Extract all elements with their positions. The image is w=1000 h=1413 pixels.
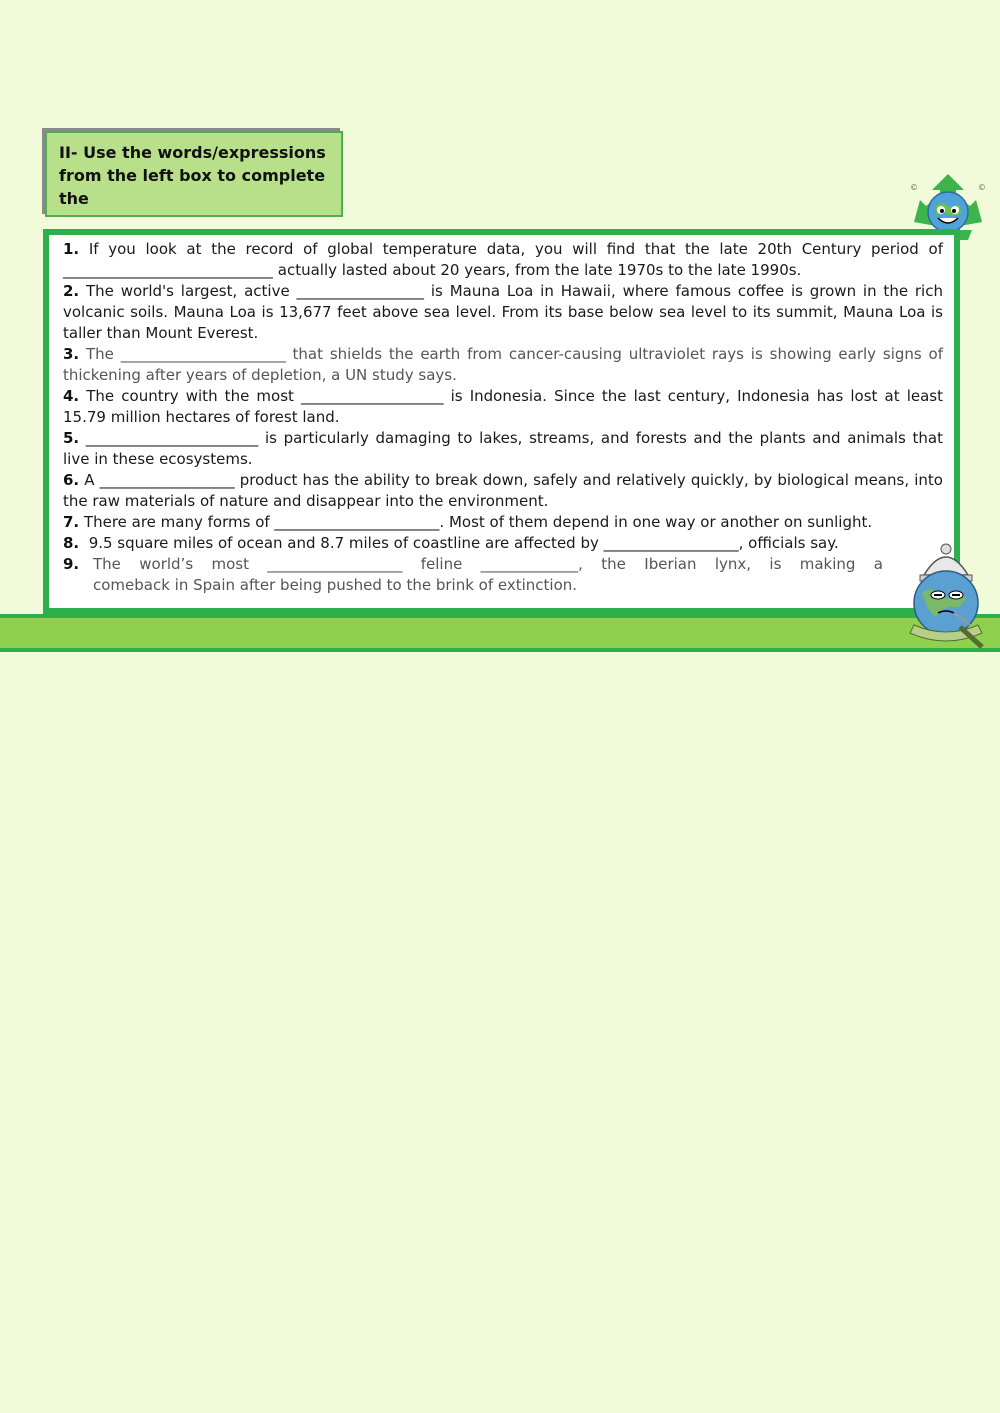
question-3: 3. The ______________________ that shields the earth from cancer-causing ultraviolet rays is showing early signs of thickening after years of depletion, a UN study says.	[63, 345, 943, 384]
question-6: 6. A __________________ product has the ability to break down, safely and relatively quickly, by biological means, into the raw materials of nature and disappear into the environment.	[63, 471, 943, 510]
question-1: 1. If you look at the record of global temperature data, you will find that the late 20th Century period of ____________________________ actually lasted about 20 years, from the late 1970s to the late 1990s.	[63, 240, 943, 279]
footer-bar	[0, 614, 1000, 652]
section-title: II- Use the words/expressions from the left box to complete the	[45, 131, 343, 217]
svg-text:©: ©	[978, 183, 986, 192]
question-9: 9. The world’s most __________________ feline _____________, the Iberian lynx, is making a comeback in Spain after being pushed to the brink of extinction.	[63, 555, 883, 594]
question-8: 8. 9.5 square miles of ocean and 8.7 miles of coastline are affected by __________________, officials say.	[63, 534, 839, 552]
exercise-box	[49, 235, 954, 608]
question-5: 5. _______________________ is particularly damaging to lakes, streams, and forests and the plants and animals that live in these ecosystems.	[63, 429, 943, 468]
question-7: 7. There are many forms of ______________________. Most of them depend in one way or another on sunlight.	[63, 513, 873, 531]
svg-text:©: ©	[910, 183, 918, 192]
question-4: 4. The country with the most ___________________ is Indonesia. Since the last century, Indonesia has lost at least 15.79 million hectares of forest land.	[63, 387, 943, 426]
question-2: 2. The world's largest, active _________________ is Mauna Loa in Hawaii, where famous coffee is grown in the rich volcanic soils. Mauna Loa is 13,677 feet above sea level. From its base below sea level to its summit, Mauna Loa is taller than Mount Everest.	[63, 282, 943, 342]
sick-globe-icon	[900, 541, 992, 651]
